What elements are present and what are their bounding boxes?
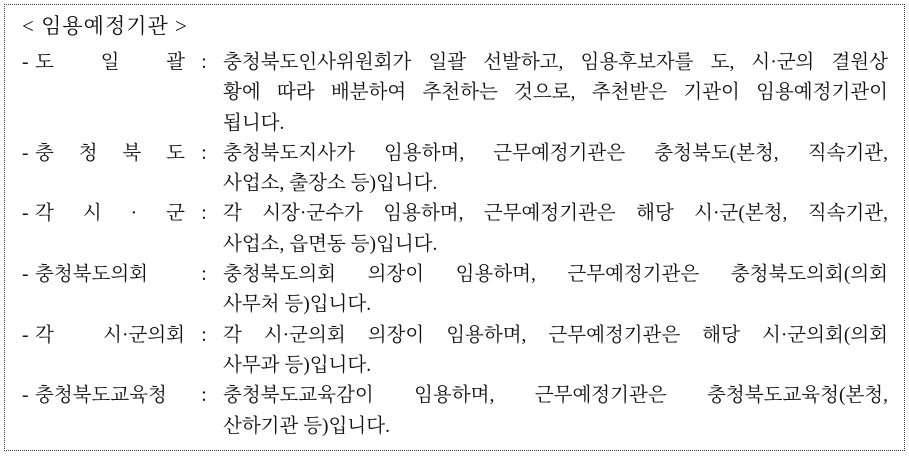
content-line: 사업소, 출장소 등)입니다. — [223, 173, 438, 195]
content-line: 충청북도인사위원회가 일괄 선발하고, 임용후보자를 도, 시·군의 결원상 — [223, 52, 888, 73]
item-colon: : — [201, 264, 207, 286]
item-content — [223, 139, 888, 200]
content-line: 황에 따라 배분하여 추천하는 것으로, 추천받은 기관이 임용예정기관이 — [223, 82, 888, 104]
item-content — [223, 381, 888, 442]
item-dash: - — [22, 324, 29, 346]
content-line: 충청북도지사가 임용하며, 근무예정기관은 충청북도(본청, 직속기관, — [223, 142, 888, 164]
content-line: 각 시장·군수가 임용하며, 근무예정기관은 해당 시·군(본청, 직속기관, — [223, 203, 888, 225]
content-line: 사무처 등)입니다. — [223, 294, 372, 316]
item-label: 충청북도교육청 — [35, 385, 167, 407]
list-item — [18, 139, 888, 200]
item-label: 도 일 괄 — [35, 52, 185, 73]
list-item — [18, 48, 888, 139]
item-label: 각 시·군의회 — [35, 324, 185, 346]
list-item — [18, 321, 888, 382]
item-dash: - — [22, 264, 29, 286]
content-line: 각 시·군의회 의장이 임용하며, 근무예정기관은 해당 시·군의회(의회 — [223, 324, 888, 346]
list-item — [18, 260, 888, 321]
item-label: 충청북도의회 — [35, 264, 149, 286]
item-dash: - — [22, 142, 29, 164]
item-colon: : — [201, 385, 207, 407]
list-item — [18, 381, 888, 442]
content-line: 사무과 등)입니다. — [223, 354, 372, 376]
item-content — [223, 260, 888, 321]
item-content — [223, 48, 888, 139]
item-list — [18, 48, 888, 442]
list-item — [18, 199, 888, 260]
notice-box — [4, 4, 905, 451]
item-dash: - — [22, 203, 29, 225]
content-line: 충청북도교육감이 임용하며, 근무예정기관은 충청북도교육청(본청, — [223, 385, 888, 407]
item-colon: : — [201, 142, 207, 164]
content-line: 산하기관 등)입니다. — [223, 415, 390, 437]
content-line: 됩니다. — [223, 112, 285, 134]
item-content — [223, 321, 888, 382]
item-label: 각 시 · 군 — [35, 203, 185, 225]
item-colon: : — [201, 203, 207, 225]
item-colon: : — [201, 52, 207, 73]
item-dash: - — [22, 52, 29, 73]
content-line: 충청북도의회 의장이 임용하며, 근무예정기관은 충청북도의회(의회 — [223, 264, 888, 286]
item-label: 충 청 북 도 — [35, 142, 185, 164]
item-content — [223, 199, 888, 260]
item-dash: - — [22, 385, 29, 407]
section-heading: < 임용예정기관 > — [22, 14, 188, 38]
content-line: 사업소, 읍면동 등)입니다. — [223, 233, 438, 255]
item-colon: : — [201, 324, 207, 346]
